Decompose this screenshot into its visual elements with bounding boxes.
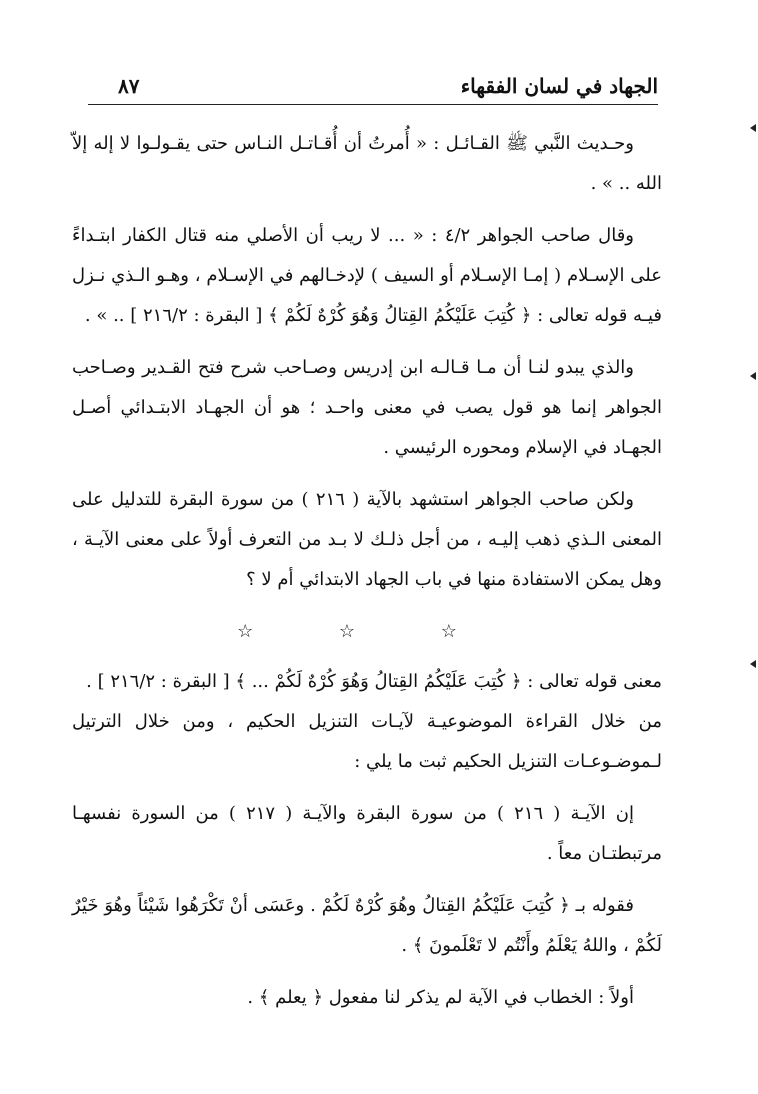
margin-mark-top: [750, 124, 756, 132]
paragraph-first-point: أولاً : الخطاب في الآية لم يذكر لنا مفعول ﴿ يعلم ﴾ .: [247, 987, 634, 1008]
margin-mark-middle: [750, 372, 756, 380]
paragraph-verse-full: فقوله بـ ﴿ كُتِبَ عَلَيْكُمُ القِتالُ وهُوَ كُرْهٌ لَكُمْ . وعَسَى أنْ تَكْرَهُوا شَيْئاً وهُوَ خَيْرٌ لَكُمْ ، واللهُ يَعْلَمُ وأَنْتُم لا تَعْلَمونَ ﴾ .: [72, 895, 662, 956]
paragraph-tanzil: من خلال القراءة الموضوعيـة لآيـات التنزيل الحكيم ، ومن خلال الترتيل لـموضـوعـات التنزيل الحكيم ثبت ما يلي :: [72, 711, 662, 772]
paragraph-verses-linked: إن الآيـة ( ٢١٦ ) من سورة البقرة والآيـة ( ٢١٧ ) من السورة نفسهـا مرتبطتـان معاً .: [72, 803, 662, 864]
paragraph-verse-question: ولكن صاحب الجواهر استشهد بالآية ( ٢١٦ ) من سورة البقرة للتدليل على المعنى الـذي ذهب إليـه ، من أجل ذلـك لا بـد من التعرف أولاً على معنى الآيـة ، وهل يمكن الاستفادة منها في باب الجهاد الابتدائي أم لا ؟: [72, 489, 662, 590]
margin-mark-lower: [750, 660, 756, 668]
page-number: ٨٧: [118, 74, 140, 98]
paragraph-verse-meaning: معنى قوله تعالى : ﴿ كُتِبَ عَلَيْكُمُ القِتالُ وَهُوَ كُرْهٌ لَكُمْ ... ﴾ [ البقرة : ٢١٦/٢ ] .: [86, 671, 662, 692]
running-header: [88, 70, 658, 104]
header-title: الجهاد في لسان الفقهاء: [460, 74, 658, 98]
header-rule: [88, 104, 658, 105]
paragraph-jawahir-quote: وقال صاحب الجواهر ٤/٢ : « ... لا ريب أن الأصلي منه قتال الكفار ابتـداءً على الإسـلام ( إمـا الإسـلام أو السيف ) لإدخـالهم في الإسـلام ، وهـو الـذي نـزل فيـه قوله تعالى : ﴿ كُتِبَ عَلَيْكُمُ القِتالُ وَهُوَ كُرْهٌ لَكُمْ ﴾ [ البقرة : ٢١٦/٢ ] .. » .: [72, 225, 662, 326]
paragraph-interpretation: والذي يبدو لنـا أن مـا قـالـه ابن إدريس وصـاحب شرح فتح القـدير وصـاحب الجواهر إنما هو قول يصب في معنى واحـد ؛ هو أن الجهـاد الابتـدائي أصـل الجهـاد في الإسلام ومحوره الرئيسي .: [72, 357, 662, 458]
section-divider-stars: ☆ ☆ ☆: [237, 621, 497, 642]
body-text: [72, 124, 662, 1030]
paragraph-hadith: وحـديث النَّبي ﷺ القـائـل : « أُمرتُ أن أُقـاتـل النـاس حتى يقـولـوا لا إله إلاّ الله .. » .: [72, 133, 662, 194]
